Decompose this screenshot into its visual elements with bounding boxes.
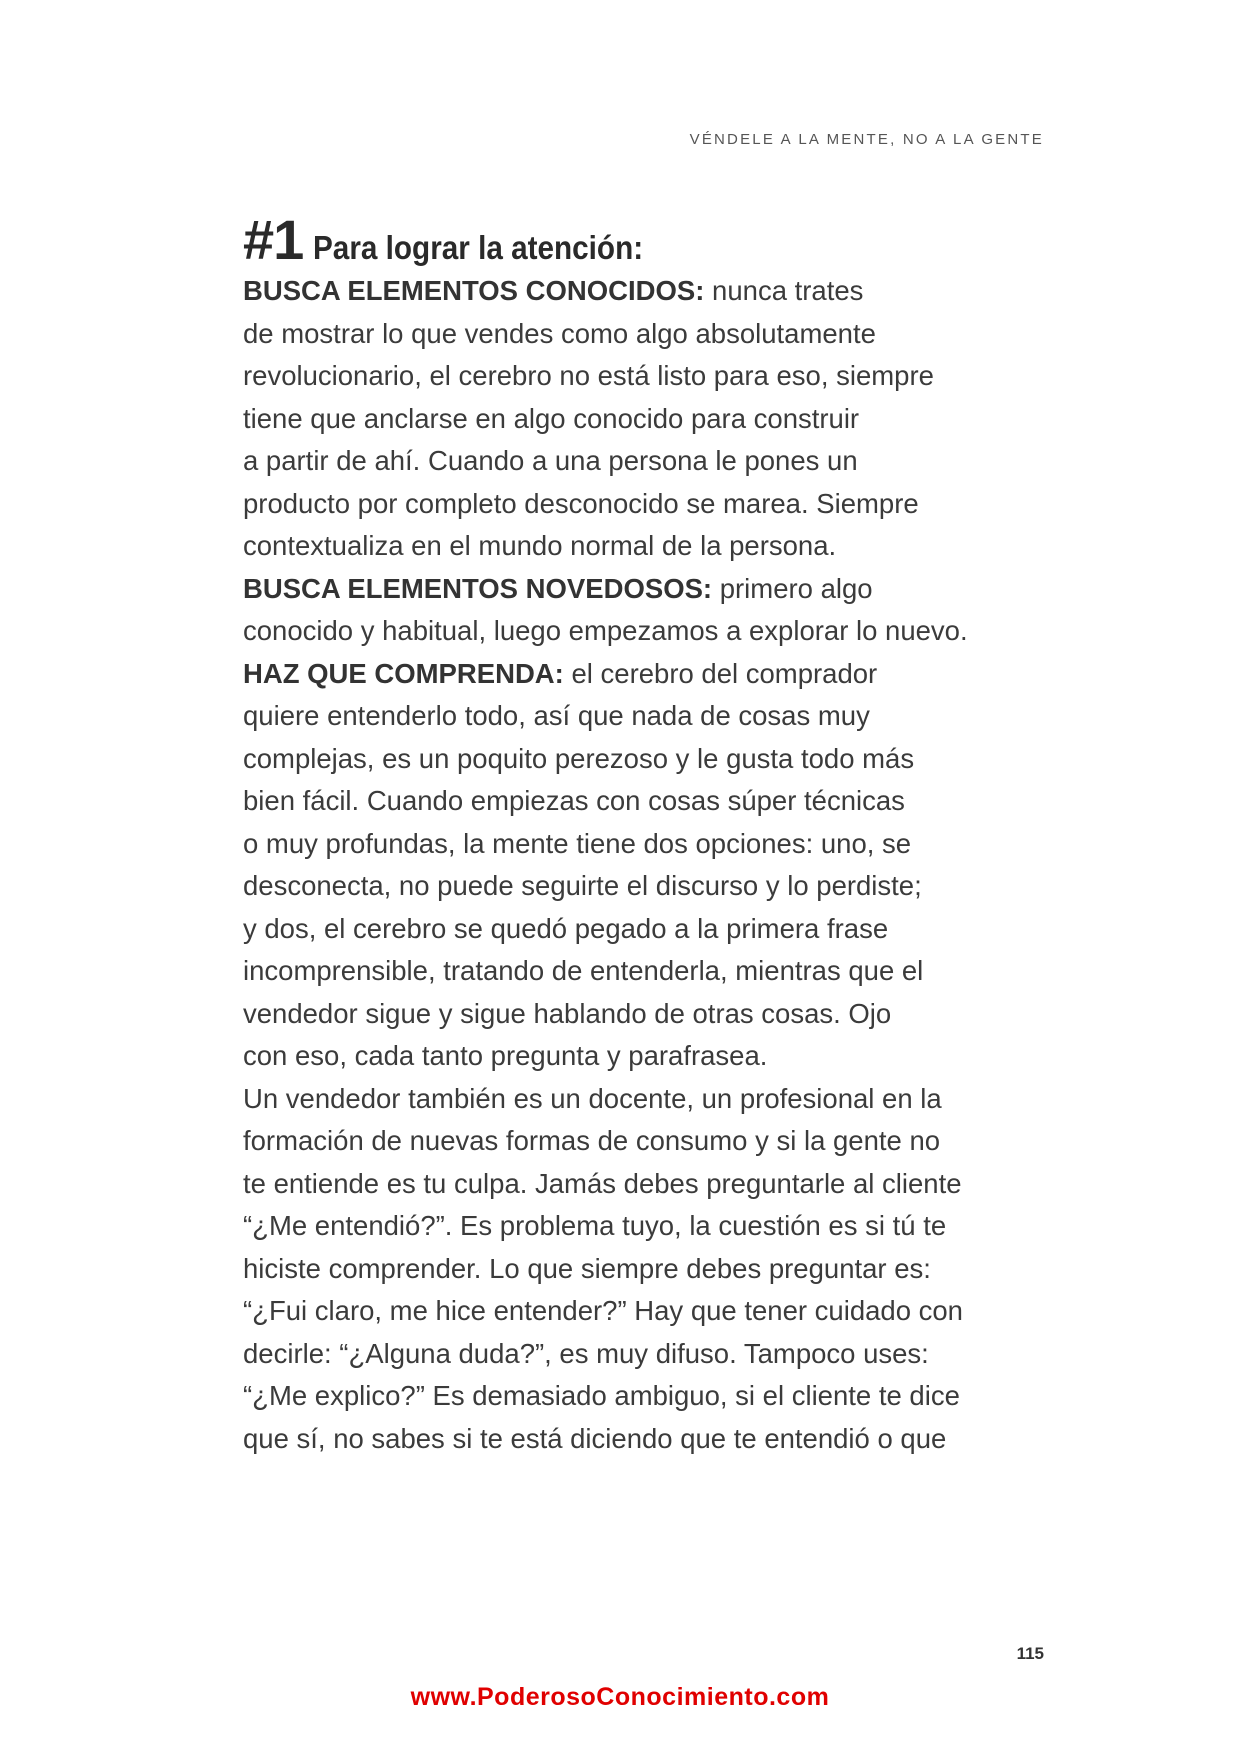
paragraph-line: quiere entenderlo todo, así que nada de cosas muy [243,700,870,731]
paragraph-lead: BUSCA ELEMENTOS CONOCIDOS: [243,275,705,306]
paragraph-line: revolucionario, el cerebro no está listo para eso, siempre [243,360,934,391]
paragraph-line: conocido y habitual, luego empezamos a explorar lo nuevo. [243,615,968,646]
paragraph-line: que sí, no sabes si te está diciendo que te entendió o que [243,1422,947,1454]
paragraph-line: HAZ QUE COMPRENDA: el cerebro del comprador [243,657,878,689]
section-heading [243,210,1083,270]
paragraph-line: producto por completo desconocido se marea. Siempre [243,487,919,519]
paragraph-line: con eso, cada tanto pregunta y parafrasea. [243,1040,768,1071]
paragraph-line: y dos, el cerebro se quedó pegado a la primera frase [243,912,889,944]
paragraph-line: “¿Fui claro, me hice entender?” Hay que tener cuidado con [243,1295,963,1326]
section-number: #1 [243,208,304,271]
paragraph-line: BUSCA ELEMENTOS NOVEDOSOS: primero algo [243,572,873,604]
paragraph-line: decirle: “¿Alguna duda?”, es muy difuso. Tampoco uses: [243,1337,929,1369]
section-title: Para lograr la atención: [313,229,644,266]
paragraph-line: incomprensible, tratando de entenderla, mientras que el [243,955,924,986]
paragraph-line: bien fácil. Cuando empiezas con cosas súper técnicas [243,785,905,816]
paragraph-line: tiene que anclarse en algo conocido para construir [243,402,860,434]
paragraph-lead: HAZ QUE COMPRENDA: [243,657,564,689]
page-content [243,210,1083,1460]
paragraph-known-elements [243,270,1083,568]
paragraph-line: hiciste comprender. Lo que siempre debes preguntar es: [243,1252,931,1284]
page-number: 115 [1016,1644,1044,1663]
paragraph-line: complejas, es un poquito perezoso y le gusta todo más [243,742,915,774]
paragraph-line: o muy profundas, la mente tiene dos opciones: uno, se [243,827,912,859]
watermark-url: www.PoderosoConocimiento.com [410,1683,830,1711]
paragraph-line: vendedor sigue y sigue hablando de otras cosas. Ojo [243,997,892,1029]
paragraph-line: formación de nuevas formas de consumo y si la gente no [243,1125,941,1156]
paragraph-line: BUSCA ELEMENTOS CONOCIDOS: nunca trates [243,275,864,306]
paragraph-line: de mostrar lo que vendes como algo absolutamente [243,317,876,349]
paragraph-line: “¿Me explico?” Es demasiado ambiguo, si el cliente te dice [243,1380,960,1411]
paragraph-comprehension [243,653,1083,1078]
paragraph-line: desconecta, no puede seguirte el discurso y lo perdiste; [243,870,922,901]
paragraph-line: a partir de ahí. Cuando a una persona le pones un [243,445,858,476]
paragraph-new-elements [243,568,1083,653]
paragraph-line: contextualiza en el mundo normal de la persona. [243,530,837,561]
paragraph-lead: BUSCA ELEMENTOS NOVEDOSOS: [243,572,713,604]
paragraph-seller-teacher [243,1078,1083,1461]
running-header: VÉNDELE A LA MENTE, NO A LA GENTE [689,131,1044,148]
paragraph-line: Un vendedor también es un docente, un profesional en la [243,1082,942,1114]
paragraph-line: “¿Me entendió?”. Es problema tuyo, la cuestión es si tú te [243,1210,947,1241]
paragraph-line: te entiende es tu culpa. Jamás debes preguntarle al cliente [243,1167,962,1199]
